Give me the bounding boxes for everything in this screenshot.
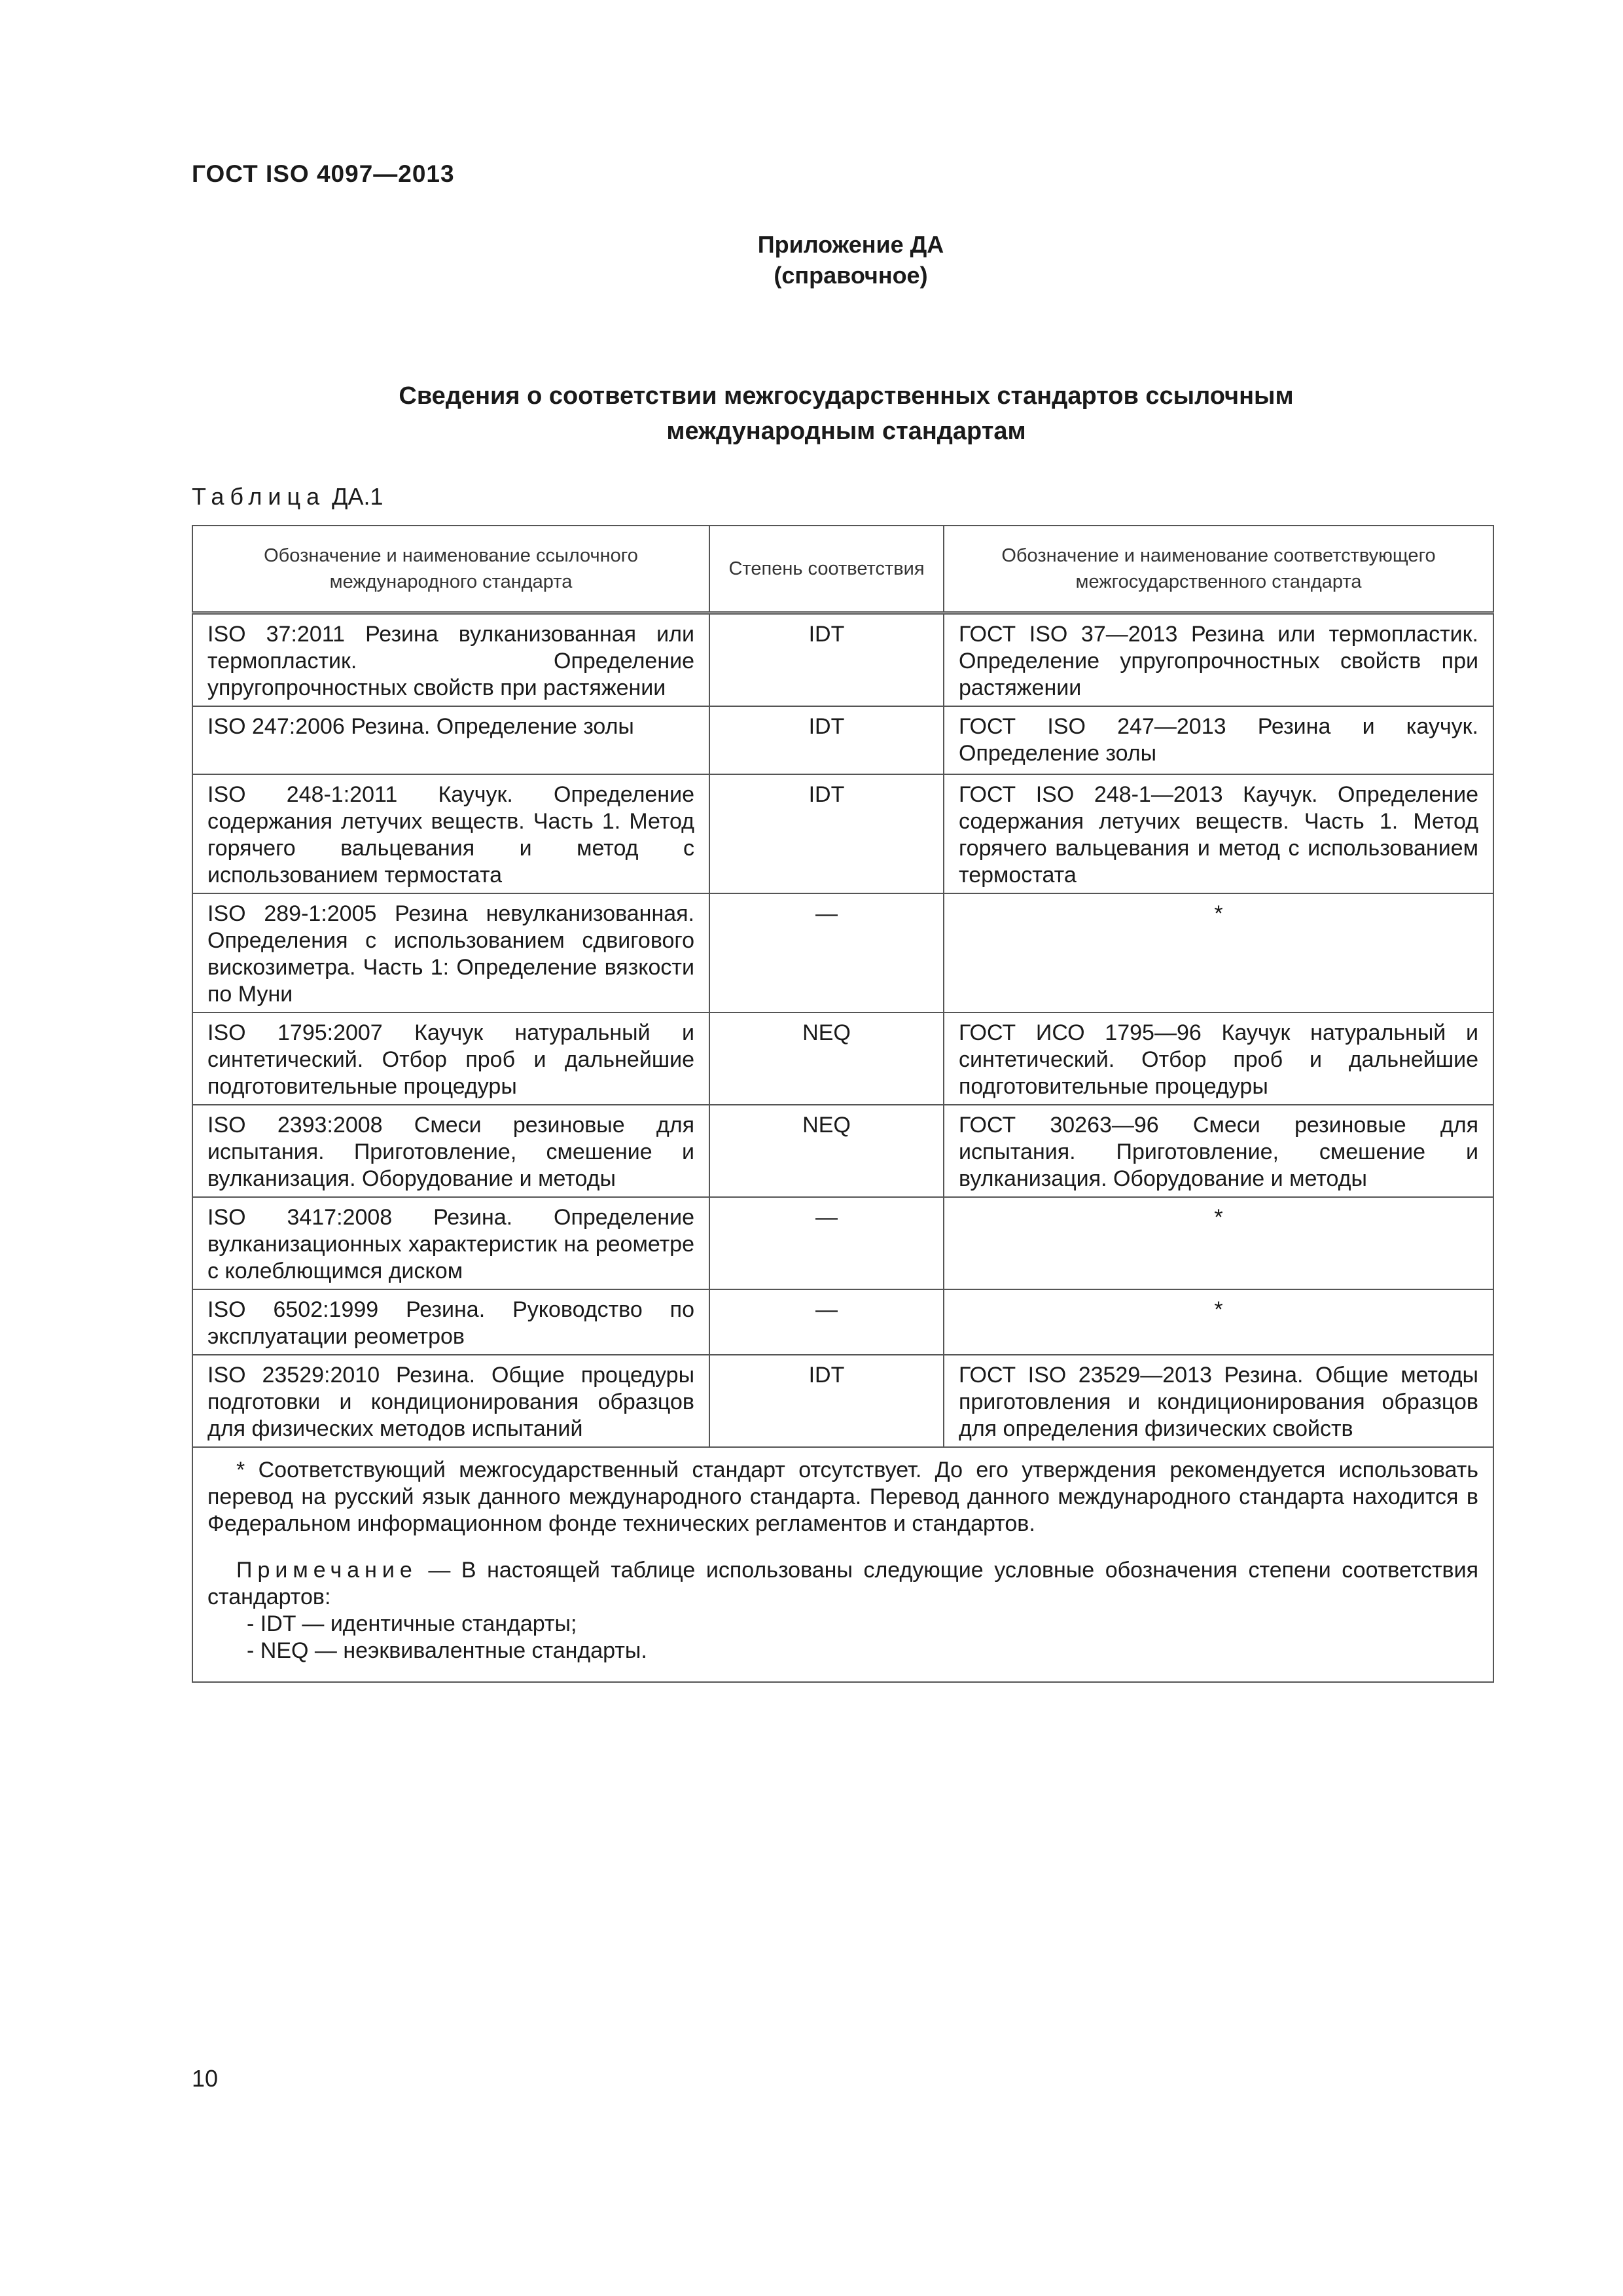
national-standard-cell: ГОСТ ISO 23529—2013 Резина. Общие методы приготовления и кондиционирования образцов для определения физических свойств — [944, 1355, 1493, 1447]
table-note — [207, 1557, 1478, 1611]
degree-cell: IDT — [709, 706, 944, 774]
table-row — [192, 893, 1493, 1013]
appendix-title: Приложение ДА — [757, 231, 944, 258]
document-code: ГОСТ ISO 4097—2013 — [192, 160, 455, 187]
table-row — [192, 706, 1493, 774]
reference-standard-cell: ISO 23529:2010 Резина. Общие процедуры подготовки и кондиционирования образцов для физических методов испытаний — [192, 1355, 709, 1447]
national-standard-cell: ГОСТ ИСО 1795—96 Каучук натуральный и синтетический. Отбор проб и дальнейшие подготовительные процедуры — [944, 1013, 1493, 1105]
table-header-row — [192, 526, 1493, 613]
appendix-type: (справочное) — [774, 262, 928, 289]
national-standard-cell: * — [944, 1289, 1493, 1355]
header-degree: Степень соответствия — [709, 526, 944, 613]
national-standard-cell: * — [944, 1197, 1493, 1289]
note-item: - NEQ — неэквивалентные стандарты. — [247, 1638, 647, 1663]
note-text: — В настоящей таблице использованы следующие условные обозначения степени соответствия стандартов: — [207, 1558, 1478, 1609]
reference-standard-cell: ISO 1795:2007 Каучук натуральный и синтетический. Отбор проб и дальнейшие подготовительные процедуры — [192, 1013, 709, 1105]
section-title — [192, 378, 1501, 449]
note-item: - IDT — идентичные стандарты; — [247, 1611, 577, 1636]
degree-cell: — — [709, 1289, 944, 1355]
section-title-line-2: международным стандартам — [666, 418, 1026, 445]
reference-standard-cell: ISO 289-1:2005 Резина невулканизованная. Определения с использованием сдвигового вискозиметра. Часть 1: Определение вязкости по Муни — [192, 893, 709, 1013]
note-label: Примечание — [236, 1558, 418, 1583]
degree-cell: IDT — [709, 1355, 944, 1447]
table-row — [192, 1197, 1493, 1289]
table-row — [192, 1105, 1493, 1197]
degree-cell: NEQ — [709, 1105, 944, 1197]
national-standard-cell: ГОСТ ISO 248-1—2013 Каучук. Определение содержания летучих веществ. Часть 1. Метод горячего вальцевания и метод с использованием термостата — [944, 774, 1493, 893]
reference-standard-cell: ISO 37:2011 Резина вулканизованная или термопластик. Определение упругопрочностных свойств при растяжении — [192, 613, 709, 707]
table-footer-row — [192, 1447, 1493, 1682]
table-row — [192, 1355, 1493, 1447]
reference-standard-cell: ISO 2393:2008 Смеси резиновые для испытания. Приготовление, смешение и вулканизация. Оборудование и методы — [192, 1105, 709, 1197]
section-title-line-1: Сведения о соответствии межгосударственных стандартов ссылочным — [399, 382, 1294, 410]
table-footnote-cell — [192, 1447, 1493, 1682]
table-footnote: * Соответствующий межгосударственный стандарт отсутствует. До его утверждения рекомендуется использовать перевод на русский язык данного международного стандарта. Перевод данного международного стандарта находится в Федеральном информационном фонде технических регламентов и стандартов. — [207, 1458, 1478, 1536]
reference-standard-cell: ISO 3417:2008 Резина. Определение вулканизационных характеристик на реометре с колеблющимся диском — [192, 1197, 709, 1289]
reference-standard-cell: ISO 248-1:2011 Каучук. Определение содержания летучих веществ. Часть 1. Метод горячего вальцевания и метод с использованием термостата — [192, 774, 709, 893]
degree-cell: — — [709, 1197, 944, 1289]
table-row — [192, 1289, 1493, 1355]
table-caption — [192, 483, 383, 511]
national-standard-cell: ГОСТ ISO 247—2013 Резина и каучук. Определение золы — [944, 706, 1493, 774]
degree-cell: IDT — [709, 613, 944, 707]
table-row — [192, 1013, 1493, 1105]
reference-standard-cell: ISO 247:2006 Резина. Определение золы — [192, 706, 709, 774]
national-standard-cell: * — [944, 893, 1493, 1013]
national-standard-cell: ГОСТ 30263—96 Смеси резиновые для испытания. Приготовление, смешение и вулканизация. Оборудование и методы — [944, 1105, 1493, 1197]
appendix-heading — [654, 229, 1047, 291]
page-number: 10 — [192, 2065, 219, 2092]
national-standard-cell: ГОСТ ISO 37—2013 Резина или термопластик. Определение упругопрочностных свойств при растяжении — [944, 613, 1493, 707]
header-reference-standard: Обозначение и наименование ссылочного международного стандарта — [192, 526, 709, 613]
correspondence-table — [192, 525, 1494, 1683]
header-national-standard: Обозначение и наименование соответствующего межгосударственного стандарта — [944, 526, 1493, 613]
degree-cell: IDT — [709, 774, 944, 893]
table-row — [192, 613, 1493, 707]
reference-standard-cell: ISO 6502:1999 Резина. Руководство по эксплуатации реометров — [192, 1289, 709, 1355]
degree-cell: — — [709, 893, 944, 1013]
table-row — [192, 774, 1493, 893]
table-caption-number: ДА.1 — [325, 483, 383, 510]
table-caption-word: Таблица — [192, 483, 326, 510]
degree-cell: NEQ — [709, 1013, 944, 1105]
